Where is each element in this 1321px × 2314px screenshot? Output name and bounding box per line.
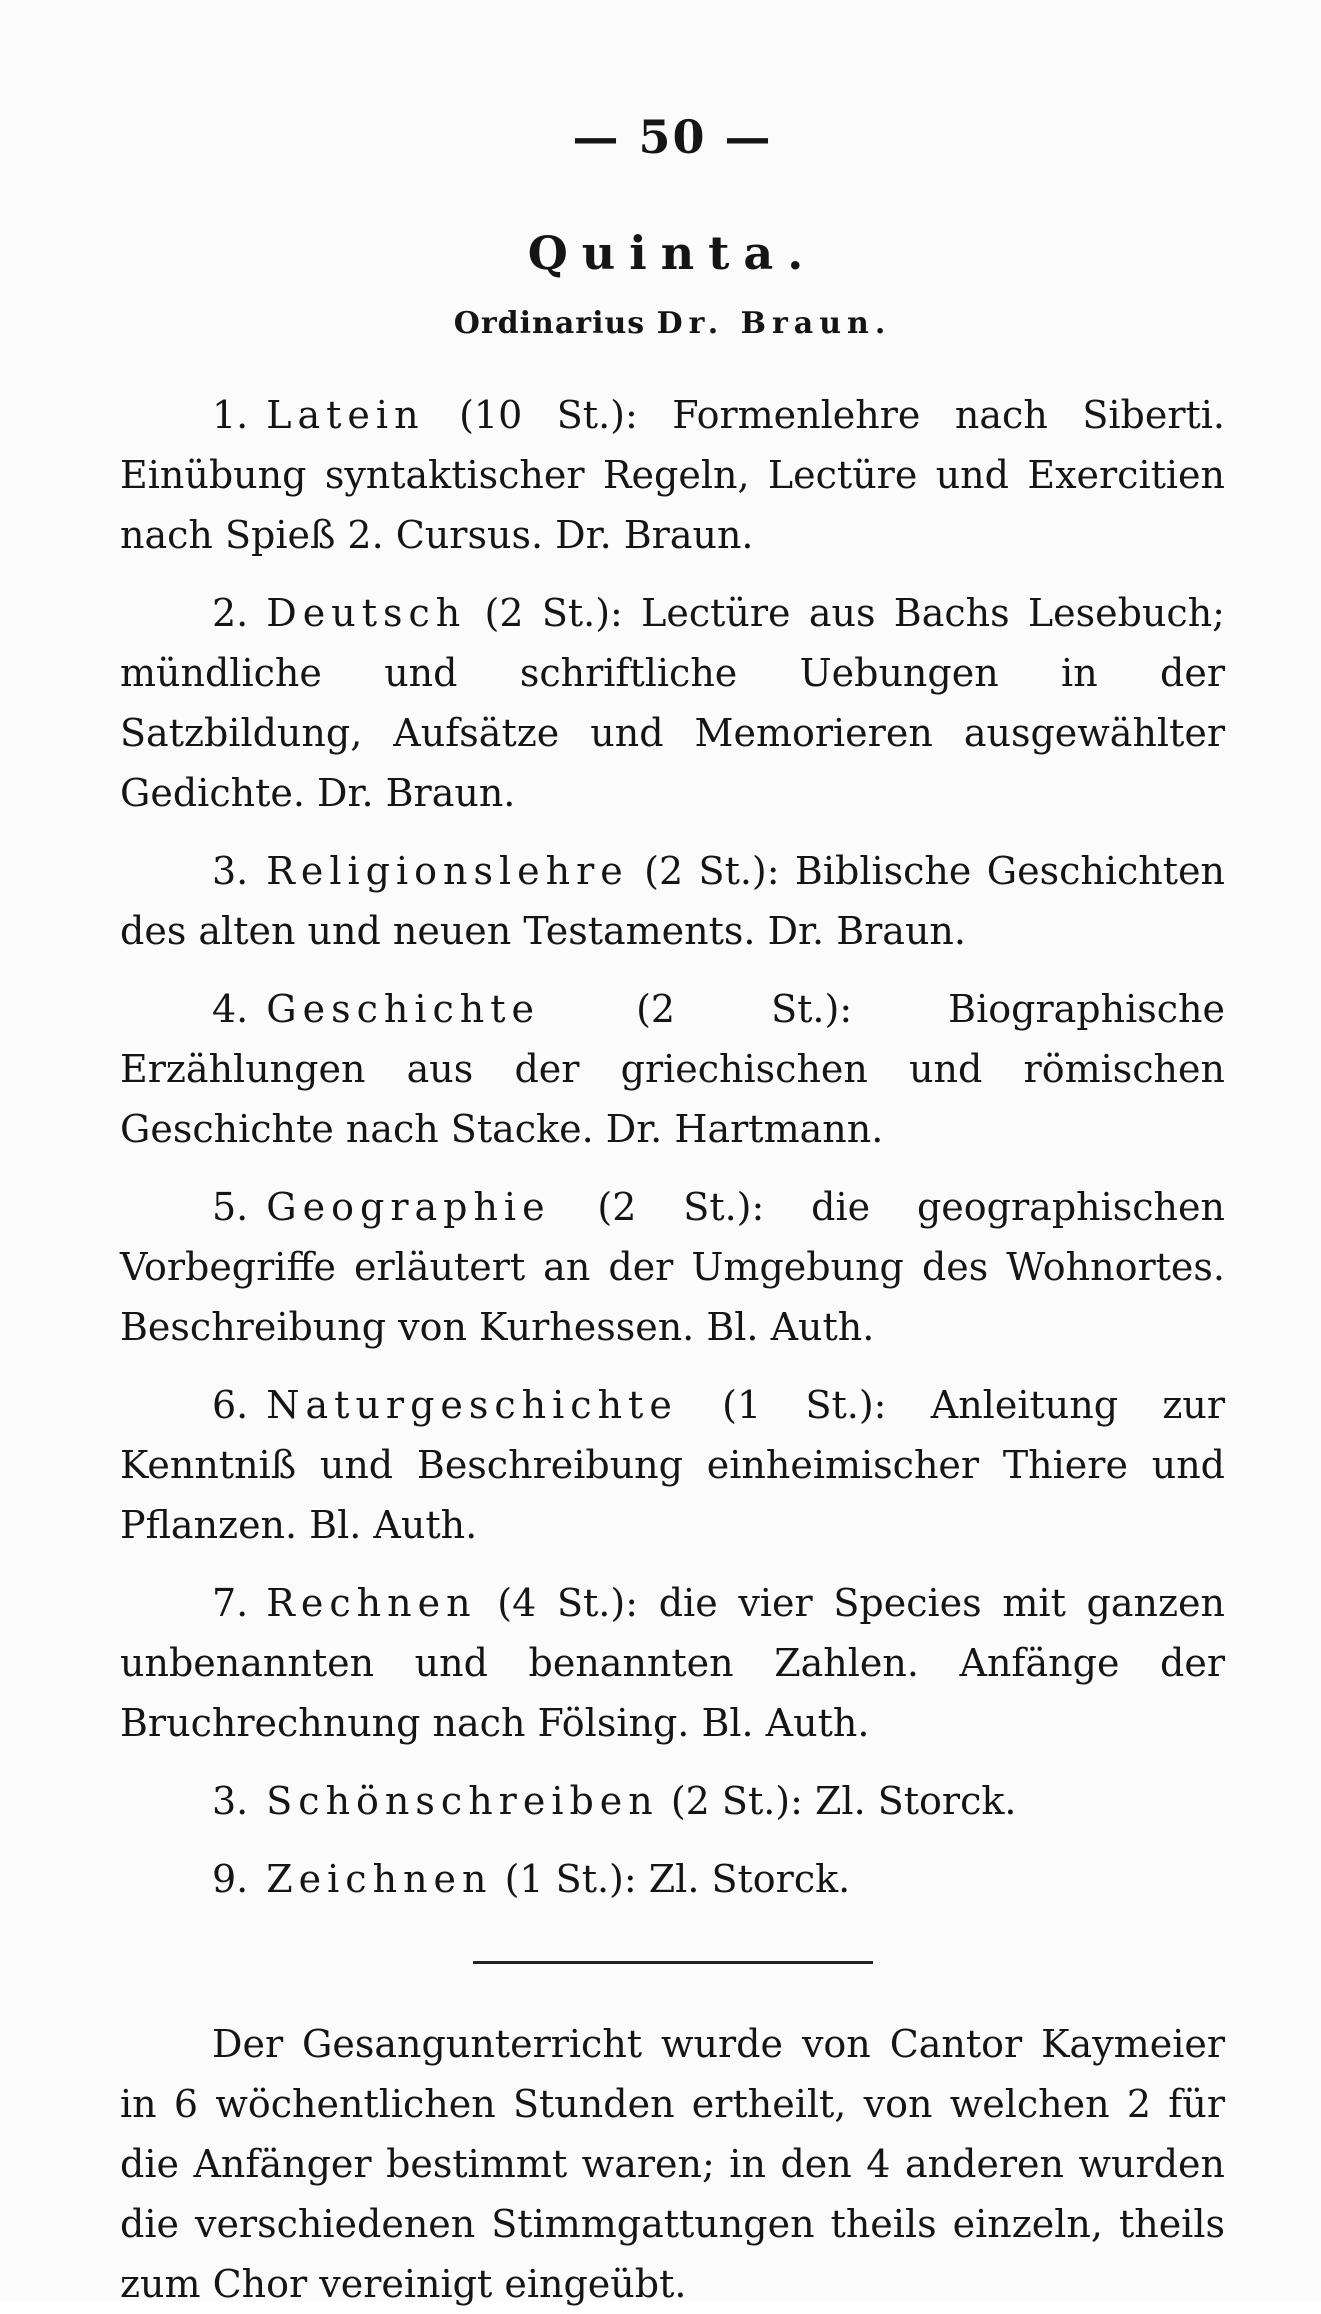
page-number: — 50 —: [572, 110, 773, 164]
singing-paragraph: Der Gesangunterricht wurde von Cantor Kaymeier in 6 wöchentlichen Stunden ertheilt, von welchen 2 für die Anfänger bestimmt waren; in den 4 anderen wurden die verschiedenen Stimmgattungen theils einzeln, theils zum Chor vereinigt eingeübt.: [120, 2022, 1225, 2306]
subject-item: [120, 979, 1225, 1159]
item-number: 3.: [212, 849, 249, 893]
ordinarius-line: [120, 306, 1225, 341]
subject-item: [120, 1849, 1225, 1909]
item-number: 6.: [212, 1383, 249, 1427]
subject-item: [120, 841, 1225, 961]
item-subject: Latein: [266, 393, 425, 437]
item-description: (4 St.): die vier Species mit ganzen unbenannten und benannten Zahlen. Anfänge der Bruchrechnung nach Fölsing. Bl. Auth.: [120, 1581, 1225, 1745]
item-description: (1 St.): Anleitung zur Kenntniß und Beschreibung einheimischer Thiere und Pflanzen. Bl. Auth.: [120, 1383, 1225, 1547]
item-number: 7.: [212, 1581, 249, 1625]
item-subject: Naturgeschichte: [266, 1383, 678, 1427]
item-subject: Geographie: [266, 1185, 551, 1229]
item-number: 5.: [212, 1185, 249, 1229]
item-description: (2 St.): die geographischen Vorbegriffe erläutert an der Umgebung des Wohnortes. Beschreibung von Kurhessen. Bl. Auth.: [120, 1185, 1225, 1349]
subject-item: [120, 1573, 1225, 1753]
ordinarius-label: Ordinarius: [453, 306, 646, 341]
subject-item: [120, 385, 1225, 565]
item-number: 2.: [212, 591, 249, 635]
item-description: (2 St.): Biographische Erzählungen aus der griechischen und römischen Geschichte nach Stacke. Dr. Hartmann.: [120, 987, 1225, 1151]
item-number: 1.: [212, 393, 249, 437]
item-description: (1 St.): Zl. Storck.: [492, 1857, 851, 1901]
item-description: (2 St.): Zl. Storck.: [658, 1779, 1017, 1823]
item-description: (2 St.): Biblische Geschichten des alten und neuen Testaments. Dr. Braun.: [120, 849, 1225, 953]
item-subject: Religionslehre: [266, 849, 629, 893]
ordinarius-name: Dr. Braun.: [656, 306, 892, 341]
item-subject: Geschichte: [266, 987, 541, 1031]
section-divider: [473, 1961, 873, 1964]
item-subject: Deutsch: [266, 591, 467, 635]
item-number: 3.: [212, 1779, 249, 1823]
subject-item: [120, 1771, 1225, 1831]
subject-item: [120, 1375, 1225, 1555]
item-number: 4.: [212, 987, 249, 1031]
item-description: (2 St.): Lectüre aus Bachs Lesebuch; mündliche und schriftliche Uebungen in der Satzbildung, Aufsätze und Memorieren ausgewählter Gedichte. Dr. Braun.: [120, 591, 1225, 815]
subject-item: [120, 583, 1225, 823]
item-number: 9.: [212, 1857, 249, 1901]
item-subject: Zeichnen: [266, 1857, 493, 1901]
class-heading: Quinta.: [527, 226, 818, 280]
item-subject: Rechnen: [266, 1581, 477, 1625]
subject-list: [120, 385, 1225, 1909]
item-description: (10 St.): Formenlehre nach Siberti. Einübung syntaktischer Regeln, Lectüre und Exercitien nach Spieß 2. Cursus. Dr. Braun.: [120, 393, 1225, 557]
item-subject: Schönschreiben: [266, 1779, 659, 1823]
subject-item: [120, 1177, 1225, 1357]
